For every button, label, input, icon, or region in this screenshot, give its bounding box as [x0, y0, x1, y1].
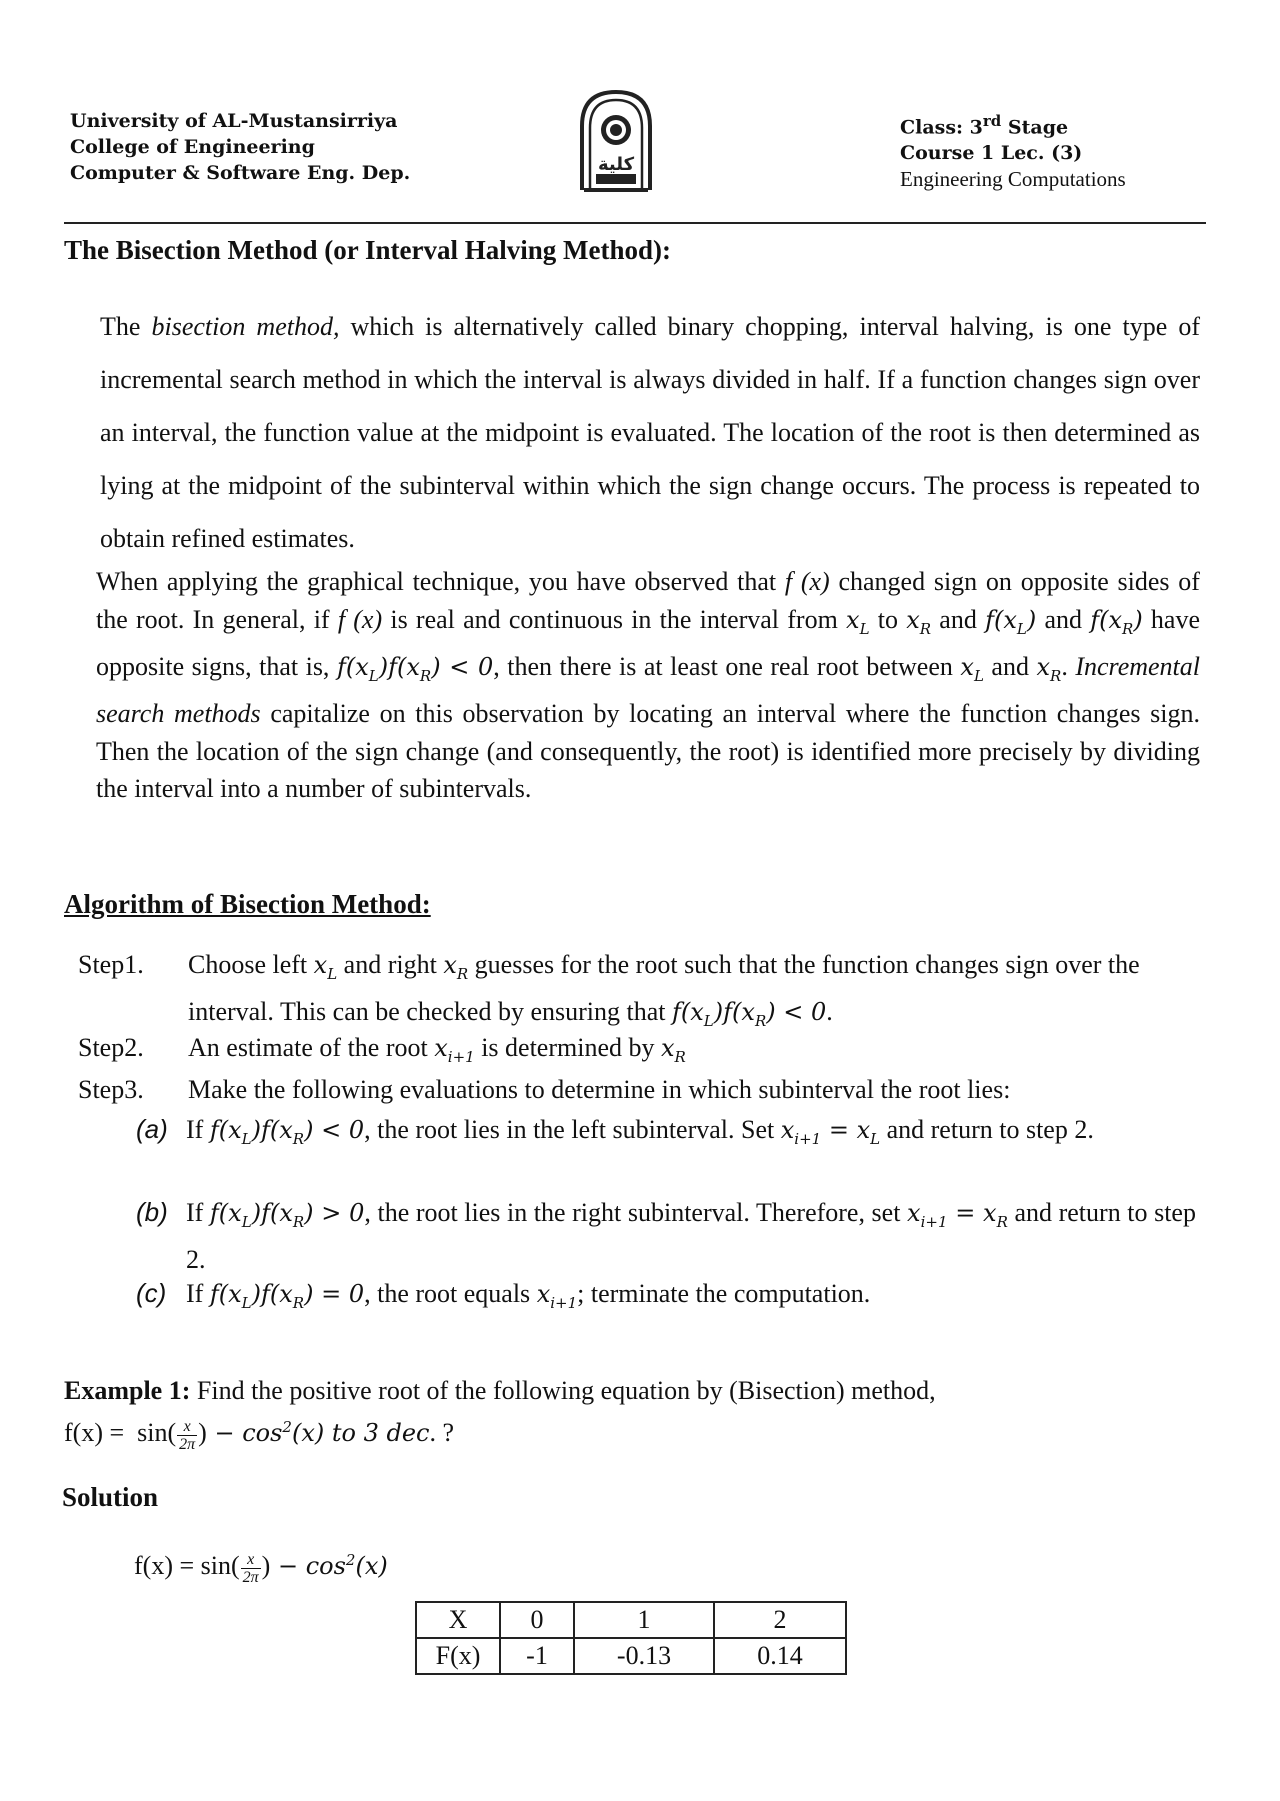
fraction: $\frac{x}{2\pi}$	[179, 1417, 196, 1453]
algorithm-heading: Algorithm of Bisection Method:	[64, 889, 431, 919]
algorithm-step-2	[78, 1029, 1208, 1066]
step-text: Make the following evaluations to determine in which subinterval the root lies:	[188, 1075, 1011, 1104]
algorithm-case-a	[136, 1111, 1206, 1185]
algorithm-step-1	[78, 946, 1208, 1030]
course-lecture: Course 1 Lec. (3)	[900, 142, 1083, 165]
step-text: Choose left $x_L$ and right $x_R$ guesses for the root such that the function changes sign over the interval. This can be checked by ensuring that $f(x_L)f(x_R) < 0$.	[188, 950, 1140, 1030]
header-course	[900, 108, 1126, 192]
table-cell: F(x)	[416, 1638, 500, 1674]
solution-heading: Solution	[62, 1482, 159, 1512]
case-text: If $f(x_L)f(x_R) = 0$, the root equals $x_{i+1}$; terminate the computation.	[186, 1279, 871, 1312]
algorithm-step-3	[78, 1071, 1208, 1108]
college-name: College of Engineering	[70, 136, 315, 158]
intro-paragraph: The bisection method, which is alternatively called binary chopping, interval halving, is one type of incremental search method in which the interval is always divided in half. If a function changes sign over an interval, the function value at the midpoint is evaluated. The location of the root is then determined as lying at the midpoint of the subinterval within which the sign change occurs. The process is repeated to obtain refined estimates.	[100, 312, 1200, 553]
course-subject: Engineering Computations	[900, 167, 1126, 192]
case-text: If $f(x_L)f(x_R) > 0$, the root lies in the right subinterval. Therefore, set $x_{i+1} = x_R$ and return to step 2.	[186, 1198, 1196, 1274]
university-logo	[574, 86, 658, 194]
step-label: Step2.	[78, 1033, 144, 1062]
case-label: (c)	[136, 1278, 167, 1308]
case-text: If $f(x_L)f(x_R) < 0$, the root lies in the left subinterval. Set $x_{i+1} = x_L$ and return to step 2.	[186, 1115, 1094, 1148]
algorithm-case-b	[136, 1194, 1206, 1274]
values-table	[415, 1601, 847, 1675]
step-label: Step1.	[78, 950, 144, 979]
example-label: Example 1:	[64, 1376, 191, 1405]
example-1	[64, 1373, 1204, 1453]
table-cell: X	[416, 1602, 500, 1638]
step-text: An estimate of the root $x_{i+1}$ is determined by $x_R$	[188, 1033, 686, 1066]
logo-emblem-icon	[574, 86, 658, 194]
example-equation: f(x) = sin( $\frac{x}{2\pi}$ ) − $\cos^2(x)$ to 3 dec. ?	[64, 1417, 455, 1453]
table-row	[416, 1602, 846, 1638]
header-institution	[70, 108, 410, 186]
table-row	[416, 1638, 846, 1674]
table-cell: 0	[500, 1602, 574, 1638]
department-name: Computer & Software Eng. Dep.	[70, 162, 411, 184]
algorithm-case-c	[136, 1275, 1206, 1312]
case-label: (b)	[136, 1197, 168, 1227]
solution-equation: f(x) = sin( $\frac{x}{2\pi}$ ) − $\cos^2(x)$	[134, 1550, 388, 1586]
theory-paragraph: When applying the graphical technique, you have observed that f (x) changed sign on opposite sides of the root. In general, if f (x) is real and continuous in the interval from $x_L$ to $x_R$ and $f(x_L)$ and $f(x_R)$ have opposite signs, that is, $f(x_L)f(x_R) < 0$, then there is at least one real root between $x_L$ and $x_R$. Incremental search methods capitalize on this observation by locating an interval where the function changes sign. Then the location of the sign change (and consequently, the root) is identified more precisely by dividing the interval into a number of subintervals.	[96, 567, 1201, 804]
table-cell: 0.14	[714, 1638, 846, 1674]
header-divider	[64, 222, 1206, 224]
table-cell: -0.13	[574, 1638, 714, 1674]
step-label: Step3.	[78, 1075, 144, 1104]
example-statement: Example 1: Find the positive root of the following equation by (Bisection) method,	[64, 1376, 936, 1405]
table-cell: -1	[500, 1638, 574, 1674]
university-name: University of AL-Mustansirriya	[70, 110, 398, 132]
table-cell: 2	[714, 1602, 846, 1638]
table-cell: 1	[574, 1602, 714, 1638]
logo-text: كلية	[597, 154, 635, 175]
fraction: $\frac{x}{2\pi}$	[242, 1550, 259, 1586]
class-stage: Class: 3rd Stage	[900, 112, 1069, 139]
section-title: The Bisection Method (or Interval Halving Method):	[64, 235, 671, 265]
case-label: (a)	[136, 1114, 168, 1144]
